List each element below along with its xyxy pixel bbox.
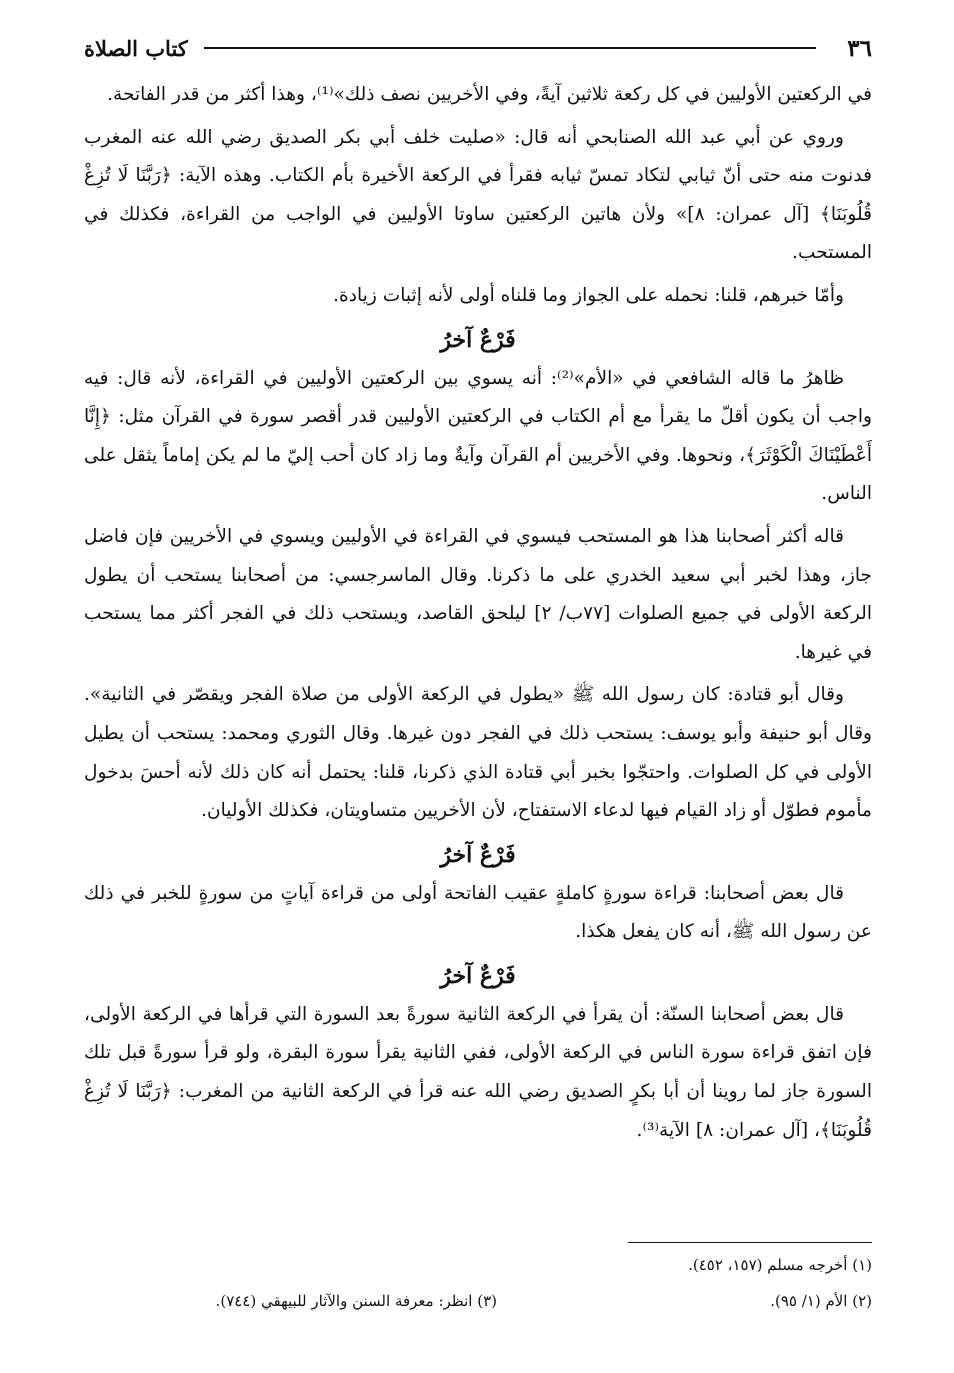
paragraph-8: قال بعض أصحابنا السنّة: أن يقرأ في الركعة الثانية سورةً بعد السورة التي قرأها في الركعة الأولى، فإن اتفق قراءة سورة الناس في الركعة الأولى، ففي الثانية يقرأ سورة البقرة، ولو قرأ سورةً قبل تلك السورة جاز لما روينا أن أبا بكرٍ الصديق رضي الله عنه قرأ في الركعة الثانية من المغرب: ﴿رَبَّنَا لَا تُزِغْ قُلُوبَنَا﴾، [آل عمران: ٨] الآية⁽³⁾. xyxy=(84,1003,872,1141)
section-heading-2: فَرْعٌ آخرُ xyxy=(440,841,516,868)
page-number: ٣٦ xyxy=(847,34,872,62)
footnote-1: (١) أخرجه مسلم (١٥٧، ٤٥٢). xyxy=(688,1256,872,1274)
paragraph-2: وروي عن أبي عبد الله الصنابحي أنه قال: «صليت خلف أبي بكر الصديق رضي الله عنه المغرب فدنوت منه حتى أنّ ثيابي لتكاد تمسّ ثيابه فقرأ في الركعة الأخيرة بأم الكتاب. وهذه الآية: ﴿رَبَّنَا لَا تُزِغْ قُلُوبَنَا﴾ [آل عمران: ٨]» ولأن هاتين الركعتين ساوتا الأوليين في الواجب من القراءة، فكذلك في المستحب. xyxy=(84,126,872,264)
section-heading-1: فَرْعٌ آخرُ xyxy=(440,326,516,353)
header-rule xyxy=(204,47,816,49)
page-body xyxy=(84,76,872,1150)
section-heading-3: فَرْعٌ آخرُ xyxy=(440,962,516,989)
paragraph-4: ظاهرُ ما قاله الشافعي في «الأم»⁽²⁾: أنه يسوي بين الركعتين الأوليين في القراءة، لأنه قال: فيه واجب أن يكون أقلّ ما يقرأ مع أم الكتاب في الركعتين الأوليين قدر أقصر سورة في القرآن مثل: ﴿إِنَّا أَعْطَيْنَاكَ الْكَوْثَرَ﴾، ونحوها. وفي الأخريين أم القرآن وآيةٌ وما زاد كان أحب إليّ ما لم يكن إماماً يثقل على الناس. xyxy=(84,367,872,505)
paragraph-7: قال بعض أصحابنا: قراءة سورةٍ كاملةٍ عقيب الفاتحة أولى من قراءة آياتٍ من سورةٍ للخبر في ذلك عن رسول الله ﷺ، أنه كان يفعل هكذا. xyxy=(84,882,872,943)
paragraph-3: وأمّا خبرهم، قلنا: نحمله على الجواز وما قلناه أولى لأنه إثبات زيادة. xyxy=(333,284,844,306)
footnote-2: (٢) الأم (١/ ٩٥). xyxy=(770,1292,872,1310)
paragraph-6: وقال أبو قتادة: كان رسول الله ﷺ «يطول في الركعة الأولى من صلاة الفجر ويقصّر في الثانية». وقال أبو حنيفة وأبو يوسف: يستحب ذلك في الفجر دون غيرها. وقال الثوري ومحمد: يستحب أن يطيل الأولى في كل الصلوات. واحتجّوا بخبر أبي قتادة الذي ذكرنا، قلنا: يحتمل أنه كان ذلك لأنه أحسَ بدخول مأموم فطوّل أو زاد القيام فيها لدعاء الاستفتاح، لأن الأخريين متساويتان، فكذلك الأوليان. xyxy=(84,684,872,822)
paragraph-1: في الركعتين الأوليين في كل ركعة ثلاثين آيةً، وفي الأخريين نصف ذلك»⁽¹⁾، وهذا أكثر من قدر الفاتحة. xyxy=(107,84,872,105)
book-title: كتاب الصلاة xyxy=(84,35,188,61)
paragraph-5: قاله أكثر أصحابنا هذا هو المستحب فيسوي في القراءة في الأوليين ويسوي في الأخريين فإن فاضل جاز، وهذا لخبر أبي سعيد الخدري على ما ذكرنا. وقال الماسرجسي: من أصحابنا يستحب أن يطول الركعة الأولى في جميع الصلوات [٧٧ب/ ٢] ليلحق القاصد، ويستحب ذلك في الفجر أكثر مما يستحب في غيرها. xyxy=(84,525,872,663)
page-header xyxy=(84,28,872,68)
footnote-3: (٣) انظر: معرفة السنن والآثار للبيهقي (٧٤٤). xyxy=(215,1292,497,1310)
footnote-rule xyxy=(628,1242,872,1243)
book-page xyxy=(84,28,872,1310)
